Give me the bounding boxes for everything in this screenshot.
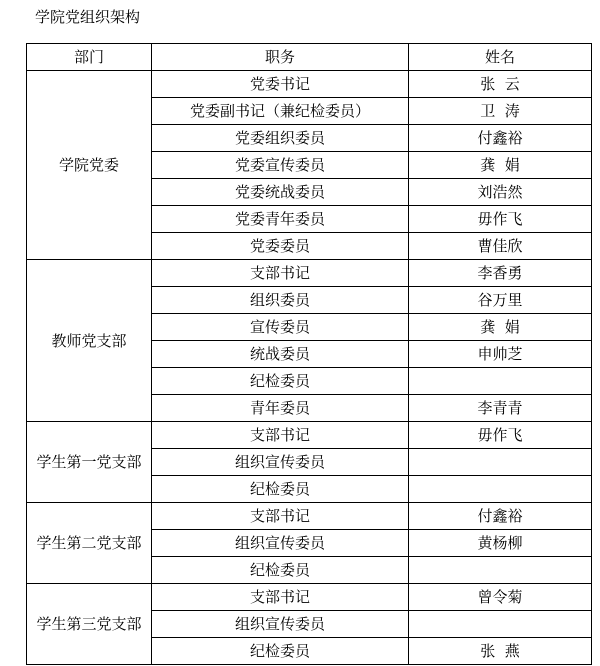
dept-cell: 学生第二党支部 [27, 503, 152, 584]
role-cell: 支部书记 [152, 584, 409, 611]
name-cell: 张 云 [409, 71, 592, 98]
name-cell: 曾令菊 [409, 584, 592, 611]
role-cell: 组织委员 [152, 287, 409, 314]
dept-cell: 学院党委 [27, 71, 152, 260]
dept-cell: 学生第三党支部 [27, 584, 152, 665]
name-cell [409, 449, 592, 476]
table-row [27, 503, 592, 530]
name-cell: 毋作飞 [409, 422, 592, 449]
name-cell: 李青青 [409, 395, 592, 422]
table-header-row [27, 44, 592, 71]
page-title: 学院党组织架构 [35, 8, 141, 26]
name-cell: 李香勇 [409, 260, 592, 287]
name-cell: 卫 涛 [409, 98, 592, 125]
role-cell: 党委书记 [152, 71, 409, 98]
name-cell: 黄杨柳 [409, 530, 592, 557]
role-cell: 党委委员 [152, 233, 409, 260]
name-cell: 曹佳欣 [409, 233, 592, 260]
role-cell: 党委青年委员 [152, 206, 409, 233]
dept-cell: 学生第一党支部 [27, 422, 152, 503]
name-cell: 龚 娟 [409, 152, 592, 179]
table-row [27, 260, 592, 287]
header-dept: 部门 [27, 44, 152, 71]
role-cell: 党委宣传委员 [152, 152, 409, 179]
role-cell: 组织宣传委员 [152, 530, 409, 557]
role-cell: 宣传委员 [152, 314, 409, 341]
name-cell [409, 368, 592, 395]
name-cell: 龚 娟 [409, 314, 592, 341]
table-row [27, 422, 592, 449]
role-cell: 统战委员 [152, 341, 409, 368]
header-role: 职务 [152, 44, 409, 71]
name-cell: 毋作飞 [409, 206, 592, 233]
name-cell: 付鑫裕 [409, 503, 592, 530]
name-cell: 谷万里 [409, 287, 592, 314]
role-cell: 党委副书记（兼纪检委员） [152, 98, 409, 125]
dept-cell: 教师党支部 [27, 260, 152, 422]
role-cell: 组织宣传委员 [152, 449, 409, 476]
role-cell: 纪检委员 [152, 638, 409, 665]
name-cell [409, 557, 592, 584]
table-row [27, 584, 592, 611]
role-cell: 组织宣传委员 [152, 611, 409, 638]
table-body [27, 71, 592, 665]
role-cell: 纪检委员 [152, 368, 409, 395]
role-cell: 党委统战委员 [152, 179, 409, 206]
role-cell: 党委组织委员 [152, 125, 409, 152]
role-cell: 青年委员 [152, 395, 409, 422]
name-cell [409, 476, 592, 503]
table-row [27, 71, 592, 98]
name-cell: 张 燕 [409, 638, 592, 665]
name-cell: 付鑫裕 [409, 125, 592, 152]
name-cell: 申帅芝 [409, 341, 592, 368]
org-structure-table [26, 43, 592, 665]
header-name: 姓名 [409, 44, 592, 71]
name-cell: 刘浩然 [409, 179, 592, 206]
role-cell: 支部书记 [152, 260, 409, 287]
role-cell: 纪检委员 [152, 476, 409, 503]
role-cell: 支部书记 [152, 422, 409, 449]
role-cell: 纪检委员 [152, 557, 409, 584]
role-cell: 支部书记 [152, 503, 409, 530]
name-cell [409, 611, 592, 638]
